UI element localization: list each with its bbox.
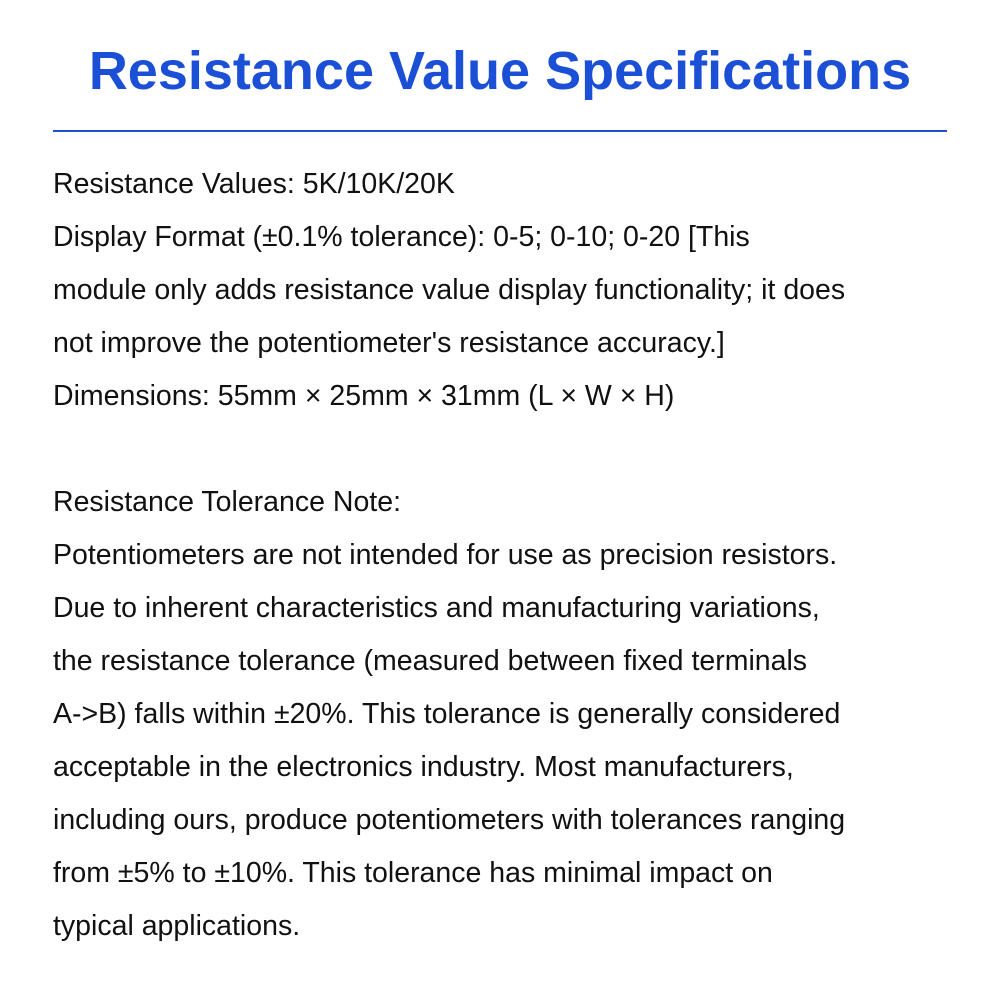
spec-line-display-format-cont-1: module only adds resistance value display functionality; it does	[53, 274, 846, 306]
spec-line-display-format-cont-2: not improve the potentiometer's resistance accuracy.]	[53, 327, 725, 359]
tolerance-note-line: A->B) falls within ±20%. This tolerance is generally considered	[53, 698, 841, 730]
tolerance-note-heading: Resistance Tolerance Note:	[53, 486, 401, 518]
tolerance-note-line: from ±5% to ±10%. This tolerance has minimal impact on	[53, 857, 773, 889]
title-divider	[53, 130, 947, 132]
tolerance-note-line: Potentiometers are not intended for use as precision resistors.	[53, 539, 838, 571]
page-title: Resistance Value Specifications	[88, 41, 912, 101]
document-body	[53, 158, 953, 953]
tolerance-note-line: Due to inherent characteristics and manufacturing variations,	[53, 592, 820, 624]
spec-line-dimensions: Dimensions: 55mm × 25mm × 31mm (L × W × H)	[53, 380, 675, 412]
tolerance-note-line: including ours, produce potentiometers with tolerances ranging	[53, 804, 846, 836]
tolerance-note-section	[53, 476, 953, 953]
spec-line-resistance-values: Resistance Values: 5K/10K/20K	[53, 168, 455, 200]
tolerance-note-line: the resistance tolerance (measured between fixed terminals	[53, 645, 808, 677]
spec-line-display-format: Display Format (±0.1% tolerance): 0-5; 0-10; 0-20 [This	[53, 221, 750, 253]
section-spacer	[53, 423, 953, 476]
tolerance-note-line: typical applications.	[53, 910, 301, 942]
tolerance-note-line: acceptable in the electronics industry. Most manufacturers,	[53, 751, 794, 783]
specs-section	[53, 158, 953, 423]
